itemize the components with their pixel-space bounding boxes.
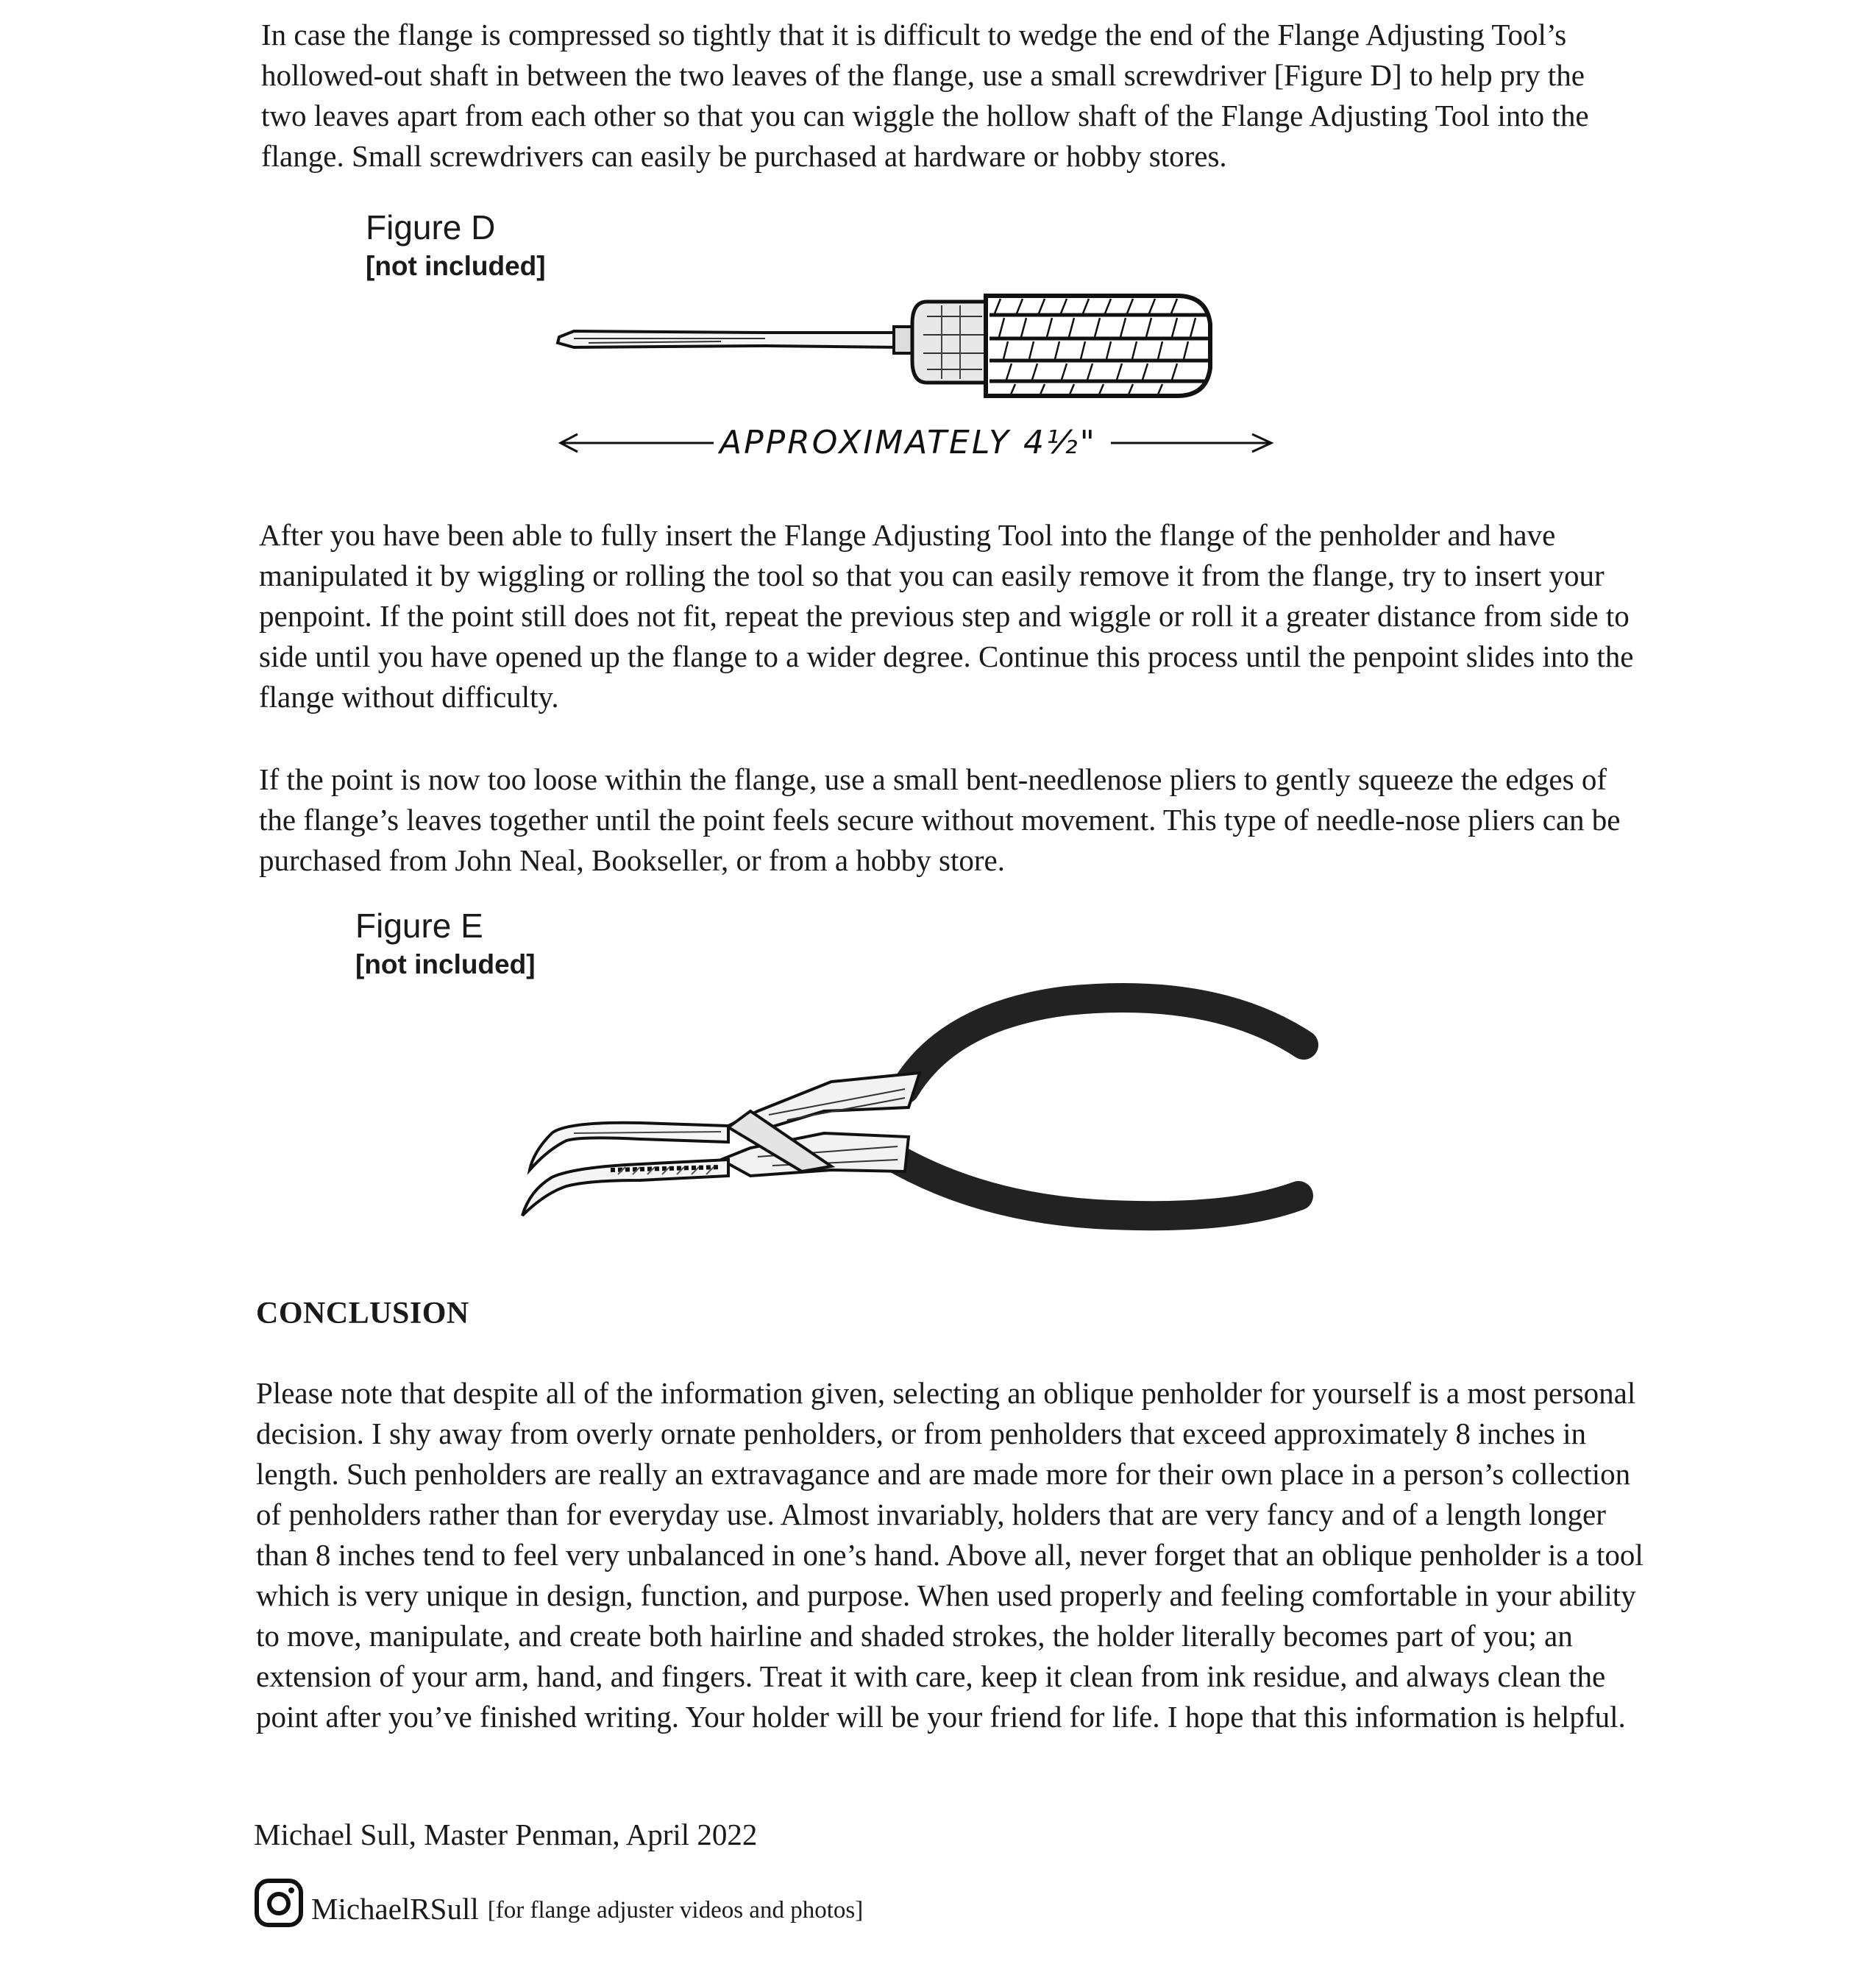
- conclusion-heading: CONCLUSION: [256, 1297, 469, 1330]
- figure-d-note: [not included]: [366, 251, 546, 281]
- paragraph-pliers-instructions: If the point is now too loose within the flange, use a small bent-needlenose pliers to gently squeeze the edges of the flange’s leaves together until the point feels secure without movement. This type of needle-nose pliers can be purchased from John Neal, Bookseller, or from a hobby store.: [259, 762, 1621, 877]
- instagram-icon: [254, 1878, 304, 1928]
- screwdriver-illustration: [544, 280, 1295, 493]
- figure-d-title: Figure D: [366, 208, 496, 247]
- social-line: [254, 1869, 863, 1928]
- figure-e-title: Figure E: [355, 907, 483, 945]
- paragraph-conclusion: Please note that despite all of the information given, selecting an oblique penholder for yourself is a most personal decision. I shy away from overly ornate penholders, or from penholders that exceed approximately 8 inches in length. Such penholders are really an extravagance and are made more for their own place in a person’s collection of penholders rather than for everyday use. Almost invariably, holders that are very fancy and of a length longer than 8 inches tend to feel very unbalanced in one’s hand. Above all, never forget that an oblique penholder is a tool which is very unique in design, function, and purpose. When used properly and feeling comfortable in your ability to move, manipulate, and create both hairline and shaded strokes, the holder literally becomes part of you; an extension of your arm, hand, and fingers. Treat it with care, keep it clean from ink residue, and always clean the point after you’ve finished writing. Your holder will be your friend for life. I hope that this information is helpful.: [256, 1376, 1644, 1734]
- instagram-handle[interactable]: MichaelRSull: [311, 1892, 479, 1926]
- paragraph-screwdriver-instructions: In case the flange is compressed so tightly that it is difficult to wedge the end of the Flange Adjusting Tool’s hollowed-out shaft in between the two leaves of the flange, use a small screwdriver [Figure D] to help pry the two leaves apart from each other so that you can wiggle the hollow shaft of the Flange Adjusting Tool into the flange. Small screwdrivers can easily be purchased at hardware or hobby stores.: [261, 18, 1589, 173]
- pliers-illustration: [508, 957, 1332, 1280]
- figure-d-dimension-label: APPROXIMATELY 4½": [720, 424, 1097, 461]
- author-signature: Michael Sull, Master Penman, April 2022: [254, 1818, 758, 1851]
- paragraph-insert-penpoint: After you have been able to fully insert the Flange Adjusting Tool into the flange of the penholder and have manipulated it by wiggling or rolling the tool so that you can easily remove it from the flange, try to insert your penpoint. If the point still does not fit, repeat the previous step and wiggle or roll it a greater distance from side to side until you have opened up the flange to a wider degree. Continue this process until the penpoint slides into the flange without difficulty.: [259, 518, 1634, 714]
- figure-e-note: [not included]: [355, 949, 536, 979]
- instagram-handle-note: [for flange adjuster videos and photos]: [487, 1897, 864, 1923]
